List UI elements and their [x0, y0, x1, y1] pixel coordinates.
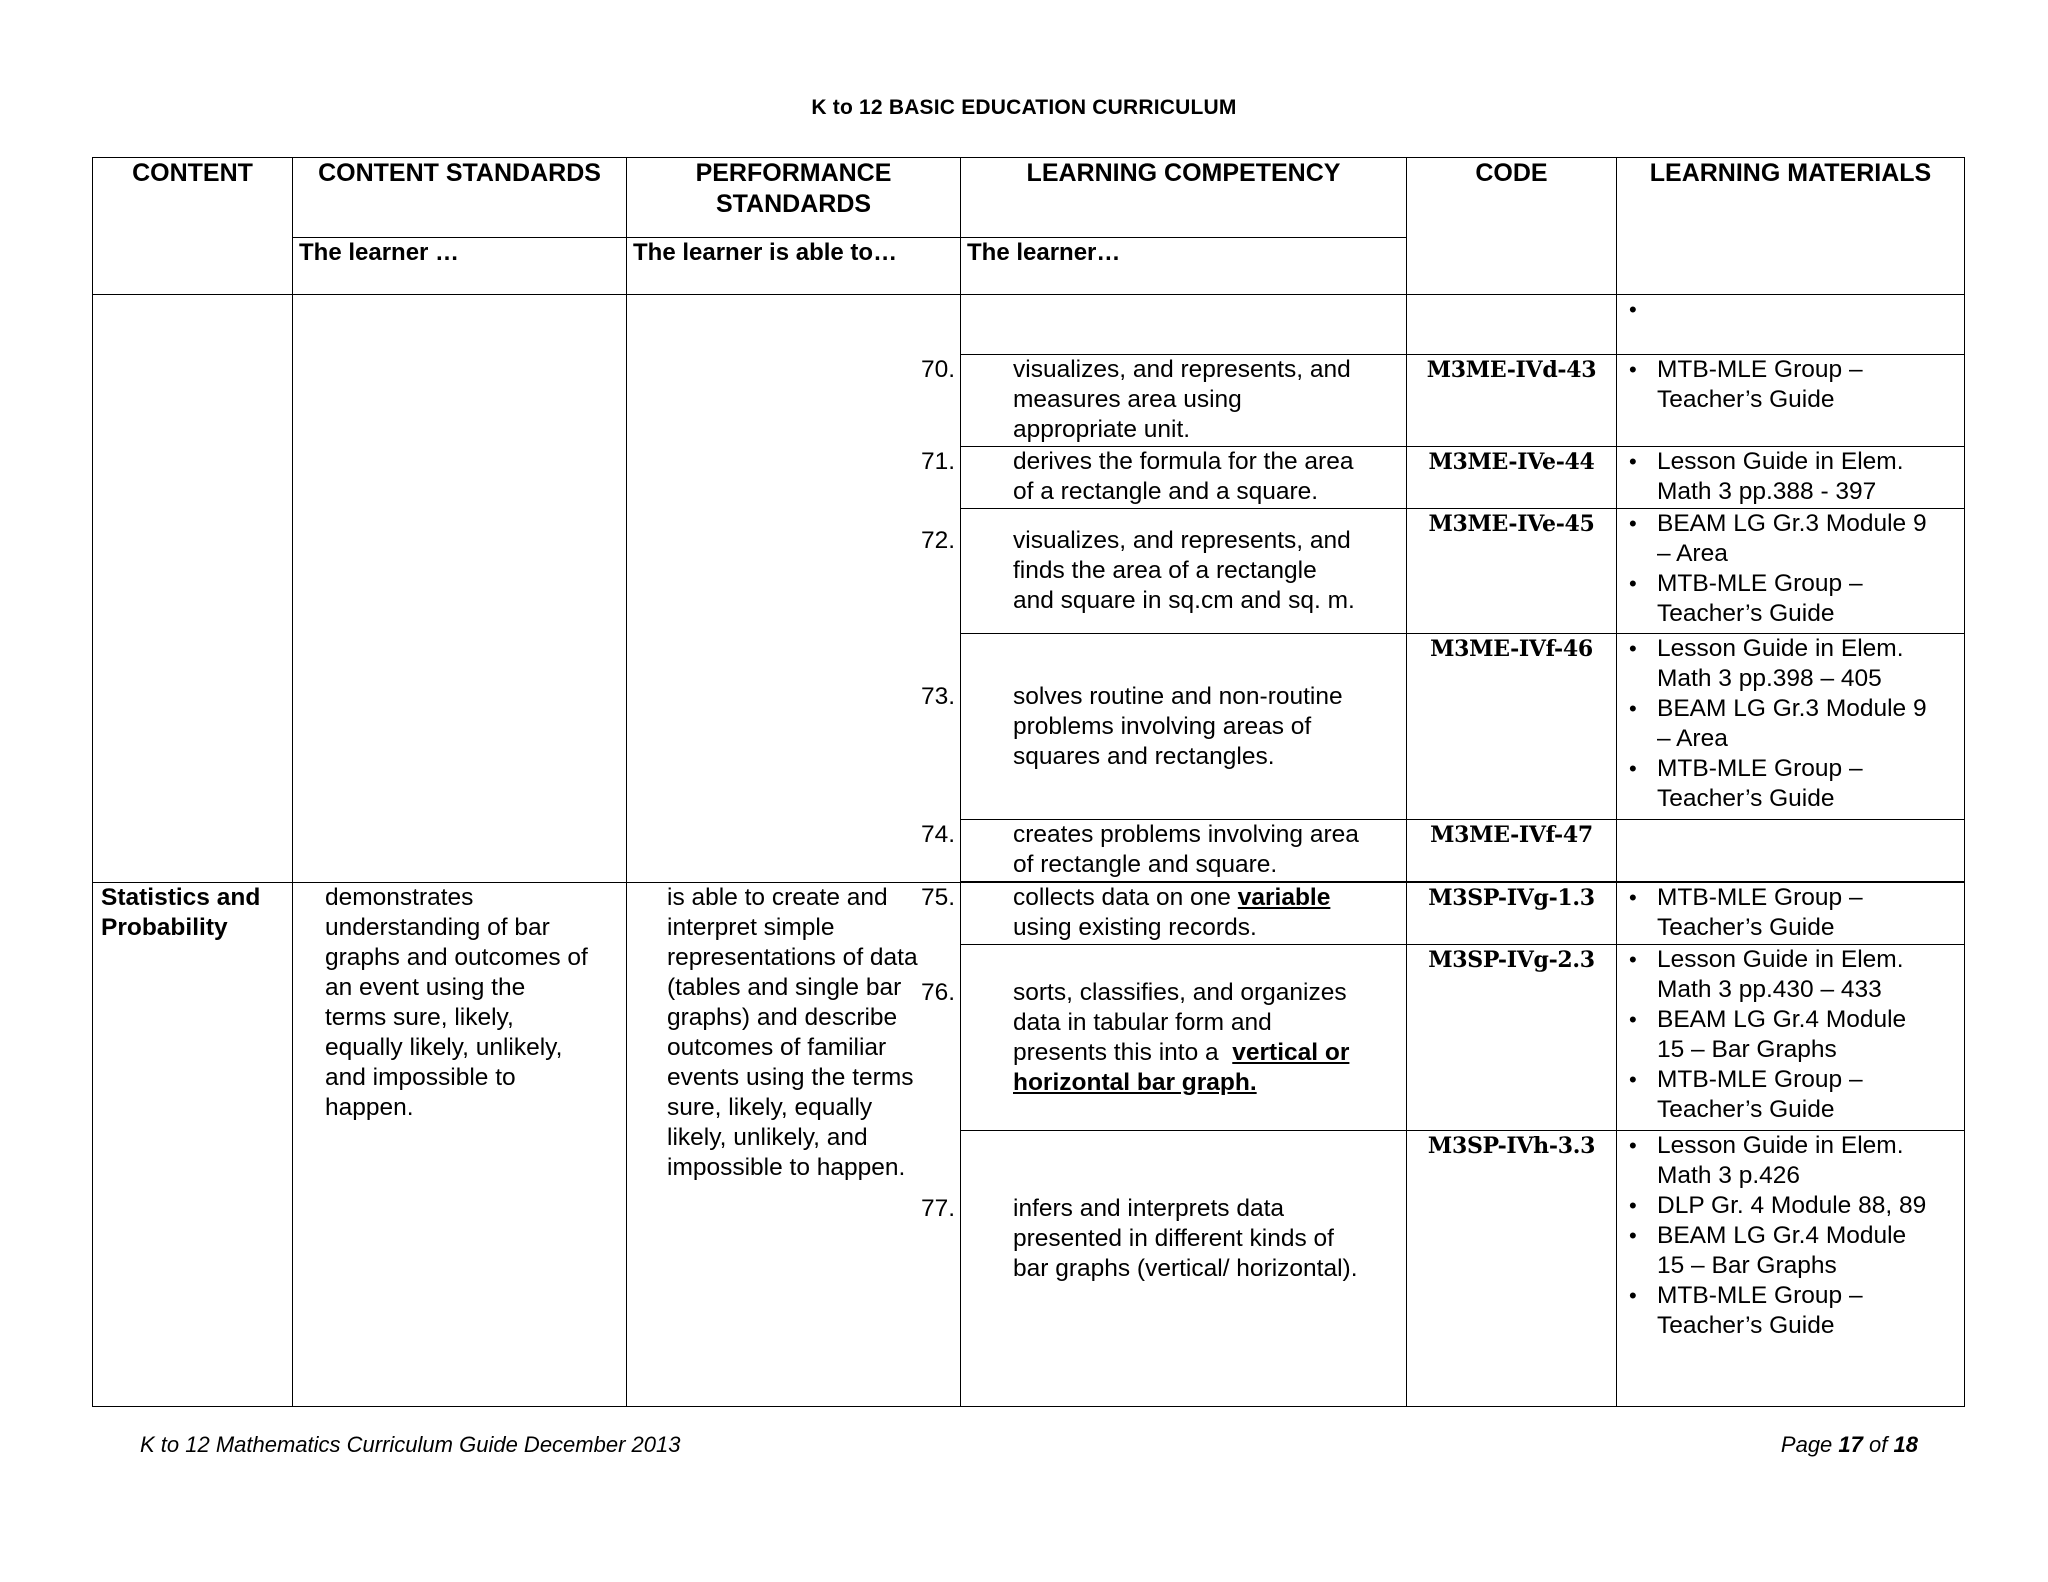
material-text: Teacher’s Guide [1657, 1312, 1835, 1339]
material-text: Teacher’s Guide [1657, 785, 1835, 812]
content-text: Probability [101, 914, 228, 941]
bullet-icon: • [1629, 357, 1637, 382]
code-77: M3SP-IVh-3.3 [1407, 1131, 1617, 1407]
list-item [1627, 883, 1958, 943]
content-standard-cell-blank [293, 295, 627, 883]
competency-number: 77. [921, 1194, 956, 1222]
performance-text: outcomes of familiar [667, 1034, 887, 1061]
material-text: – Area [1657, 540, 1728, 567]
page-total: 18 [1893, 1432, 1918, 1457]
bullet-icon: • [1629, 1223, 1637, 1248]
bullet-icon: • [1629, 1193, 1637, 1218]
material-text: Lesson Guide in Elem. [1657, 946, 1904, 973]
competency-number: 71. [921, 448, 956, 475]
list-item [1627, 694, 1958, 754]
competency-emphasis: vertical or [1232, 1038, 1350, 1066]
standard-text: terms sure, likely, [325, 1004, 514, 1031]
code-73: M3ME-IVf-46 [1407, 634, 1617, 820]
materials-cell-blank [1617, 295, 1965, 355]
list-item [1627, 1281, 1958, 1341]
material-text: Lesson Guide in Elem. [1657, 635, 1904, 662]
list-item [1627, 1131, 1958, 1191]
content-statistics-probability [93, 883, 293, 1407]
bullet-icon: • [1629, 947, 1637, 972]
header-content-standards: CONTENT STANDARDS [293, 158, 627, 238]
competency-number: 75. [921, 884, 956, 911]
material-text: DLP Gr. 4 Module 88, 89 [1657, 1192, 1927, 1219]
material-text: Teacher’s Guide [1657, 914, 1835, 941]
material-text: Teacher’s Guide [1657, 1096, 1835, 1123]
header-learning-competency: LEARNING COMPETENCY [961, 158, 1407, 238]
content-cell-blank [93, 295, 293, 883]
list-item [1627, 634, 1958, 694]
standard-text: an event using the [325, 974, 526, 1001]
bullet-icon: • [1629, 1283, 1637, 1308]
competency-text: creates problems involving area [1013, 821, 1359, 848]
material-text: Lesson Guide in Elem. [1657, 448, 1904, 475]
list-item [1627, 1191, 1958, 1221]
footer-page-number [1781, 1432, 1918, 1458]
code-cell-blank [1407, 295, 1617, 355]
content-text: Statistics and [101, 884, 261, 911]
bullet-icon: • [1629, 571, 1637, 596]
code-74: M3ME-IVf-47 [1407, 820, 1617, 882]
material-text: Lesson Guide in Elem. [1657, 1132, 1904, 1159]
competency-75 [921, 883, 1407, 945]
page-label: Page [1780, 1432, 1833, 1457]
competency-text: using existing records. [1013, 914, 1257, 941]
competency-text: visualizes, and represents, and [1013, 527, 1351, 554]
standard-text: equally likely, unlikely, [325, 1034, 563, 1061]
materials-70 [1617, 355, 1965, 447]
competency-text: presents this into a [1013, 1038, 1233, 1066]
competency-text: of a rectangle and a square. [1013, 478, 1319, 505]
bullet-icon: • [1629, 1133, 1637, 1158]
bullet-icon: • [1629, 885, 1637, 910]
material-text: MTB-MLE Group – [1657, 755, 1863, 782]
list-item [1627, 754, 1958, 814]
competency-71 [921, 447, 1407, 509]
material-text: BEAM LG Gr.3 Module 9 [1657, 510, 1927, 537]
material-text: MTB-MLE Group – [1657, 570, 1863, 597]
material-text: Teacher’s Guide [1657, 386, 1835, 413]
material-text: 15 – Bar Graphs [1657, 1036, 1837, 1063]
performance-text: representations of data [667, 944, 918, 971]
page-current: 17 [1838, 1432, 1863, 1457]
materials-71 [1617, 447, 1965, 509]
bullet-icon: • [1629, 511, 1637, 536]
material-text: – Area [1657, 725, 1728, 752]
competency-text: finds the area of a rectangle [1013, 557, 1317, 584]
code-76: M3SP-IVg-2.3 [1407, 945, 1617, 1131]
competency-text: measures area using [1013, 386, 1242, 413]
material-text: BEAM LG Gr.4 Module [1657, 1222, 1907, 1249]
competency-number: 74. [921, 821, 956, 848]
materials-77 [1617, 1131, 1965, 1407]
material-text: Math 3 pp.398 – 405 [1657, 665, 1882, 692]
content-standard-statistics [293, 883, 627, 1407]
performance-text: graphs) and describe [667, 1004, 898, 1031]
header-code: CODE [1407, 158, 1617, 295]
competency-number: 73. [921, 682, 956, 710]
competency-text: and square in sq.cm and sq. m. [1013, 587, 1355, 614]
page-title: K to 12 BASIC EDUCATION CURRICULUM [811, 96, 1237, 119]
competency-74 [921, 820, 1407, 882]
material-text: Math 3 pp.388 - 397 [1657, 478, 1877, 505]
competency-70 [921, 355, 1407, 447]
materials-76 [1617, 945, 1965, 1131]
list-item [1627, 1221, 1958, 1281]
competency-emphasis: variable [1237, 884, 1331, 911]
material-text: MTB-MLE Group – [1657, 1282, 1863, 1309]
bullet-icon: • [1629, 636, 1637, 661]
performance-text: likely, unlikely, and [667, 1124, 868, 1151]
list-item [1627, 569, 1958, 629]
competency-76 [921, 945, 1407, 1131]
list-item [1627, 355, 1958, 415]
competency-text: infers and interprets data [1013, 1194, 1285, 1222]
competency-text: bar graphs (vertical/ horizontal). [1013, 1254, 1358, 1282]
competency-text: collects data on one [1013, 884, 1238, 911]
competency-number: 76. [921, 978, 956, 1006]
code-75: M3SP-IVg-1.3 [1407, 883, 1617, 945]
bullet-icon: • [1629, 1007, 1637, 1032]
standard-text: graphs and outcomes of [325, 944, 588, 971]
list-item [1627, 1005, 1958, 1065]
materials-75 [1617, 883, 1965, 945]
materials-72 [1617, 509, 1965, 634]
competency-text: squares and rectangles. [1013, 742, 1275, 770]
bullet-icon: • [1629, 756, 1637, 781]
material-text: BEAM LG Gr.3 Module 9 [1657, 695, 1927, 722]
performance-text: impossible to happen. [667, 1154, 906, 1181]
competency-text: sorts, classifies, and organizes [1013, 978, 1347, 1006]
list-item [1627, 509, 1958, 569]
standard-text: and impossible to [325, 1064, 516, 1091]
list-item [1627, 945, 1958, 1005]
competency-72 [921, 509, 1407, 634]
performance-standard-statistics [627, 883, 961, 1407]
material-text: MTB-MLE Group – [1657, 1066, 1863, 1093]
curriculum-table [92, 157, 1965, 1407]
performance-text: sure, likely, equally [667, 1094, 873, 1121]
standard-text: happen. [325, 1094, 414, 1121]
subheader-content-standards: The learner … [293, 238, 627, 295]
materials-74 [1617, 820, 1965, 882]
material-text: Math 3 p.426 [1657, 1162, 1801, 1189]
header-content: CONTENT [93, 158, 293, 295]
bullet-icon: • [1629, 297, 1637, 322]
standard-text: understanding of bar [325, 914, 550, 941]
competency-cell-blank [961, 295, 1407, 355]
standard-text: demonstrates [325, 884, 474, 911]
competency-text: data in tabular form and [1013, 1008, 1272, 1036]
competency-number: 72. [921, 527, 956, 554]
code-71: M3ME-IVe-44 [1407, 447, 1617, 509]
competency-text: of rectangle and square. [1013, 851, 1278, 878]
material-text: MTB-MLE Group – [1657, 884, 1863, 911]
material-text: BEAM LG Gr.4 Module [1657, 1006, 1907, 1033]
bullet-icon: • [1629, 449, 1637, 474]
bullet-icon: • [1629, 696, 1637, 721]
materials-73 [1617, 634, 1965, 820]
competency-text: problems involving areas of [1013, 712, 1312, 740]
list-item [1627, 1065, 1958, 1125]
performance-text: interpret simple [667, 914, 835, 941]
performance-text: events using the terms [667, 1064, 914, 1091]
page-of: of [1869, 1432, 1888, 1457]
list-item [1627, 447, 1958, 507]
competency-text: visualizes, and represents, and [1013, 356, 1351, 383]
subheader-performance-standards: The learner is able to… [627, 238, 961, 295]
competency-text: appropriate unit. [1013, 416, 1191, 443]
code-70: M3ME-IVd-43 [1407, 355, 1617, 447]
performance-text: (tables and single bar [667, 974, 902, 1001]
performance-standard-cell-blank [627, 295, 961, 883]
bullet-icon: • [1629, 1067, 1637, 1092]
header-learning-materials: LEARNING MATERIALS [1617, 158, 1965, 295]
header-performance-standards: PERFORMANCE STANDARDS [627, 158, 961, 238]
footer-document-title: K to 12 Mathematics Curriculum Guide December 2013 [140, 1432, 681, 1457]
competency-text: solves routine and non-routine [1013, 682, 1343, 710]
material-text: 15 – Bar Graphs [1657, 1252, 1837, 1279]
material-text: Teacher’s Guide [1657, 600, 1835, 627]
subheader-learning-competency: The learner… [961, 238, 1407, 295]
material-text: MTB-MLE Group – [1657, 356, 1863, 383]
material-text: Math 3 pp.430 – 433 [1657, 976, 1882, 1003]
code-72: M3ME-IVe-45 [1407, 509, 1617, 634]
competency-number: 70. [921, 356, 956, 383]
competency-73 [921, 634, 1407, 820]
competency-text: derives the formula for the area [1013, 448, 1354, 475]
competency-77 [921, 1131, 1407, 1407]
performance-text: is able to create and [667, 884, 888, 911]
competency-text: presented in different kinds of [1013, 1224, 1334, 1252]
competency-emphasis: horizontal bar graph. [1013, 1068, 1257, 1096]
